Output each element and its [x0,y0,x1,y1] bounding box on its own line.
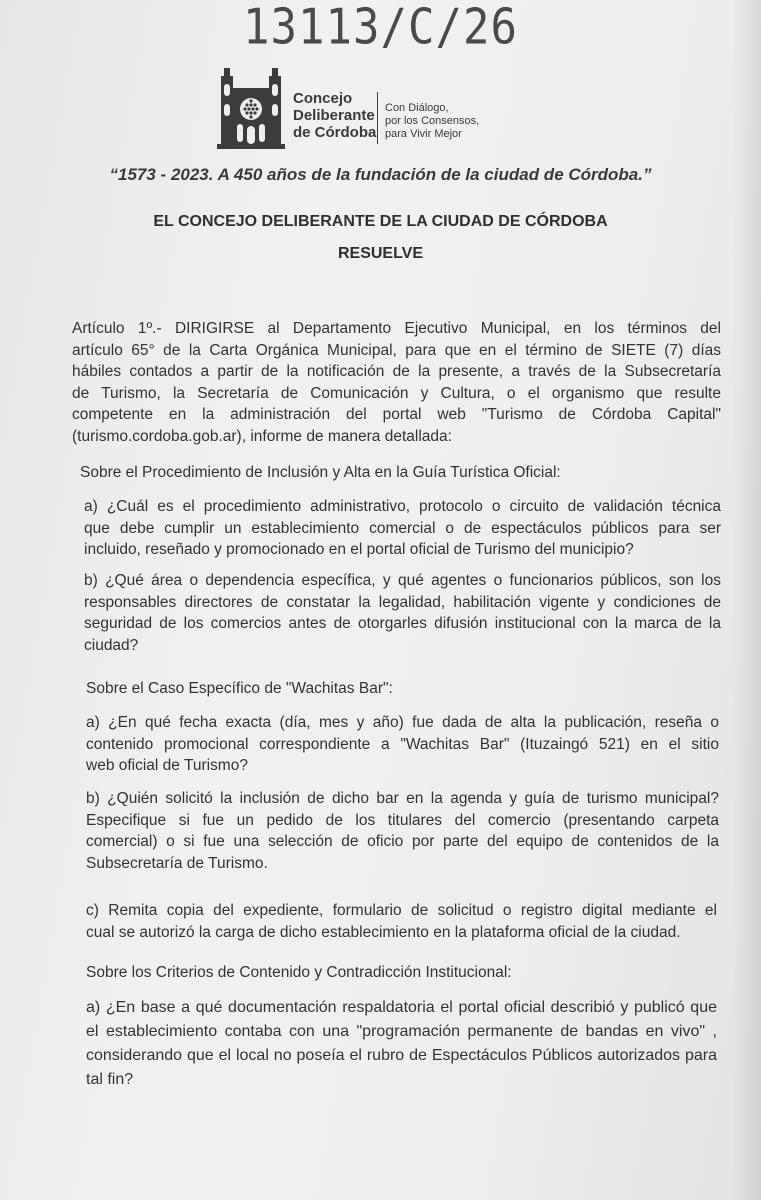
question-1a: a) ¿Cuál es el procedimiento administrativo, protocolo o circuito de validación técnica que debe cumplir un establecimiento comercial o de espectáculos públicos para ser incluido, reseñado y promocionado en el portal oficial de Turismo del municipio? [84,498,721,558]
anniversary-motto: “1573 - 2023. A 450 años de la fundación de la ciudad de Córdoba.” [109,165,652,184]
article-1: Artículo 1º.- DIRIGIRSE al Departamento Ejecutivo Municipal, en los términos del artículo 65° de la Carta Orgánica Municipal, para que en el término de SIETE (7) días hábiles contados a partir de la notificación de la presente, a través de la Subsecretaría de Turismo, la Secretaría de Comunicación y Cultura, o el organismo que resulte competente en la administración del portal web "Turismo de Córdoba Capital" (turismo.cordoba.gob.ar), informe de manera detallada: [72,320,721,445]
question-2a: a) ¿En qué fecha exacta (día, mes y año) fue dada de alta la publicación, reseña o contenido promocional correspondiente a "Wachitas Bar" (Ituzaingó 521) en el sitio web oficial de Turismo? [86,714,719,774]
question-1b: b) ¿Qué área o dependencia específica, y qué agentes o funcionarios públicos, son los responsables directores de constatar la legalidad, habilitación vigente y condiciones de seguridad de los comercios antes de otorgarles difusión institucional con la marca de la ciudad? [84,572,721,654]
cabildo-seal-icon [215,64,287,150]
council-logo [215,64,515,154]
question-2c: c) Remita copia del expediente, formulario de solicitud o registro digital mediante el cual se autorizó la carga de dicho establecimiento en la plataforma oficial de la ciudad. [86,902,717,941]
file-number-stamp: 13113/C/26 [243,0,518,57]
resolves-heading: RESUELVE [337,245,424,262]
question-2b: b) ¿Quién solicitó la inclusión de dicho bar en la agenda y guía de turismo municipal? Especifique si fue un pedido de los titulares del comercio (presentando carpeta comercial) o si fue una selección de oficio por parte del equipo de contenidos de la Subsecretaría de Turismo. [86,790,719,872]
heading: EL CONCEJO DELIBERANTE DE LA CIUDAD DE CÓRDOBA [153,213,608,230]
section-title-inclusion: Sobre el Procedimiento de Inclusión y Alta en la Guía Turística Oficial: [80,464,561,481]
council-slogan: Con Diálogo, por los Consensos, para Vivir Mejor [385,102,480,140]
council-name: Concejo Deliberante de Córdoba [293,90,377,141]
section-title-criteria: Sobre los Criterios de Contenido y Contradicción Institucional: [86,964,512,981]
question-3a: a) ¿En base a qué documentación respaldatoria el portal oficial describió y publicó que el establecimiento contaba con una "programación permanente de bandas en vivo" , considerando que el local no poseía el rubro de Espectáculos Públicos autorizados para tal fin? [86,999,717,1088]
section-title-wachitas: Sobre el Caso Específico de "Wachitas Bar": [86,680,393,697]
page-edge-shadow [733,0,761,1200]
logo-divider [377,92,378,144]
